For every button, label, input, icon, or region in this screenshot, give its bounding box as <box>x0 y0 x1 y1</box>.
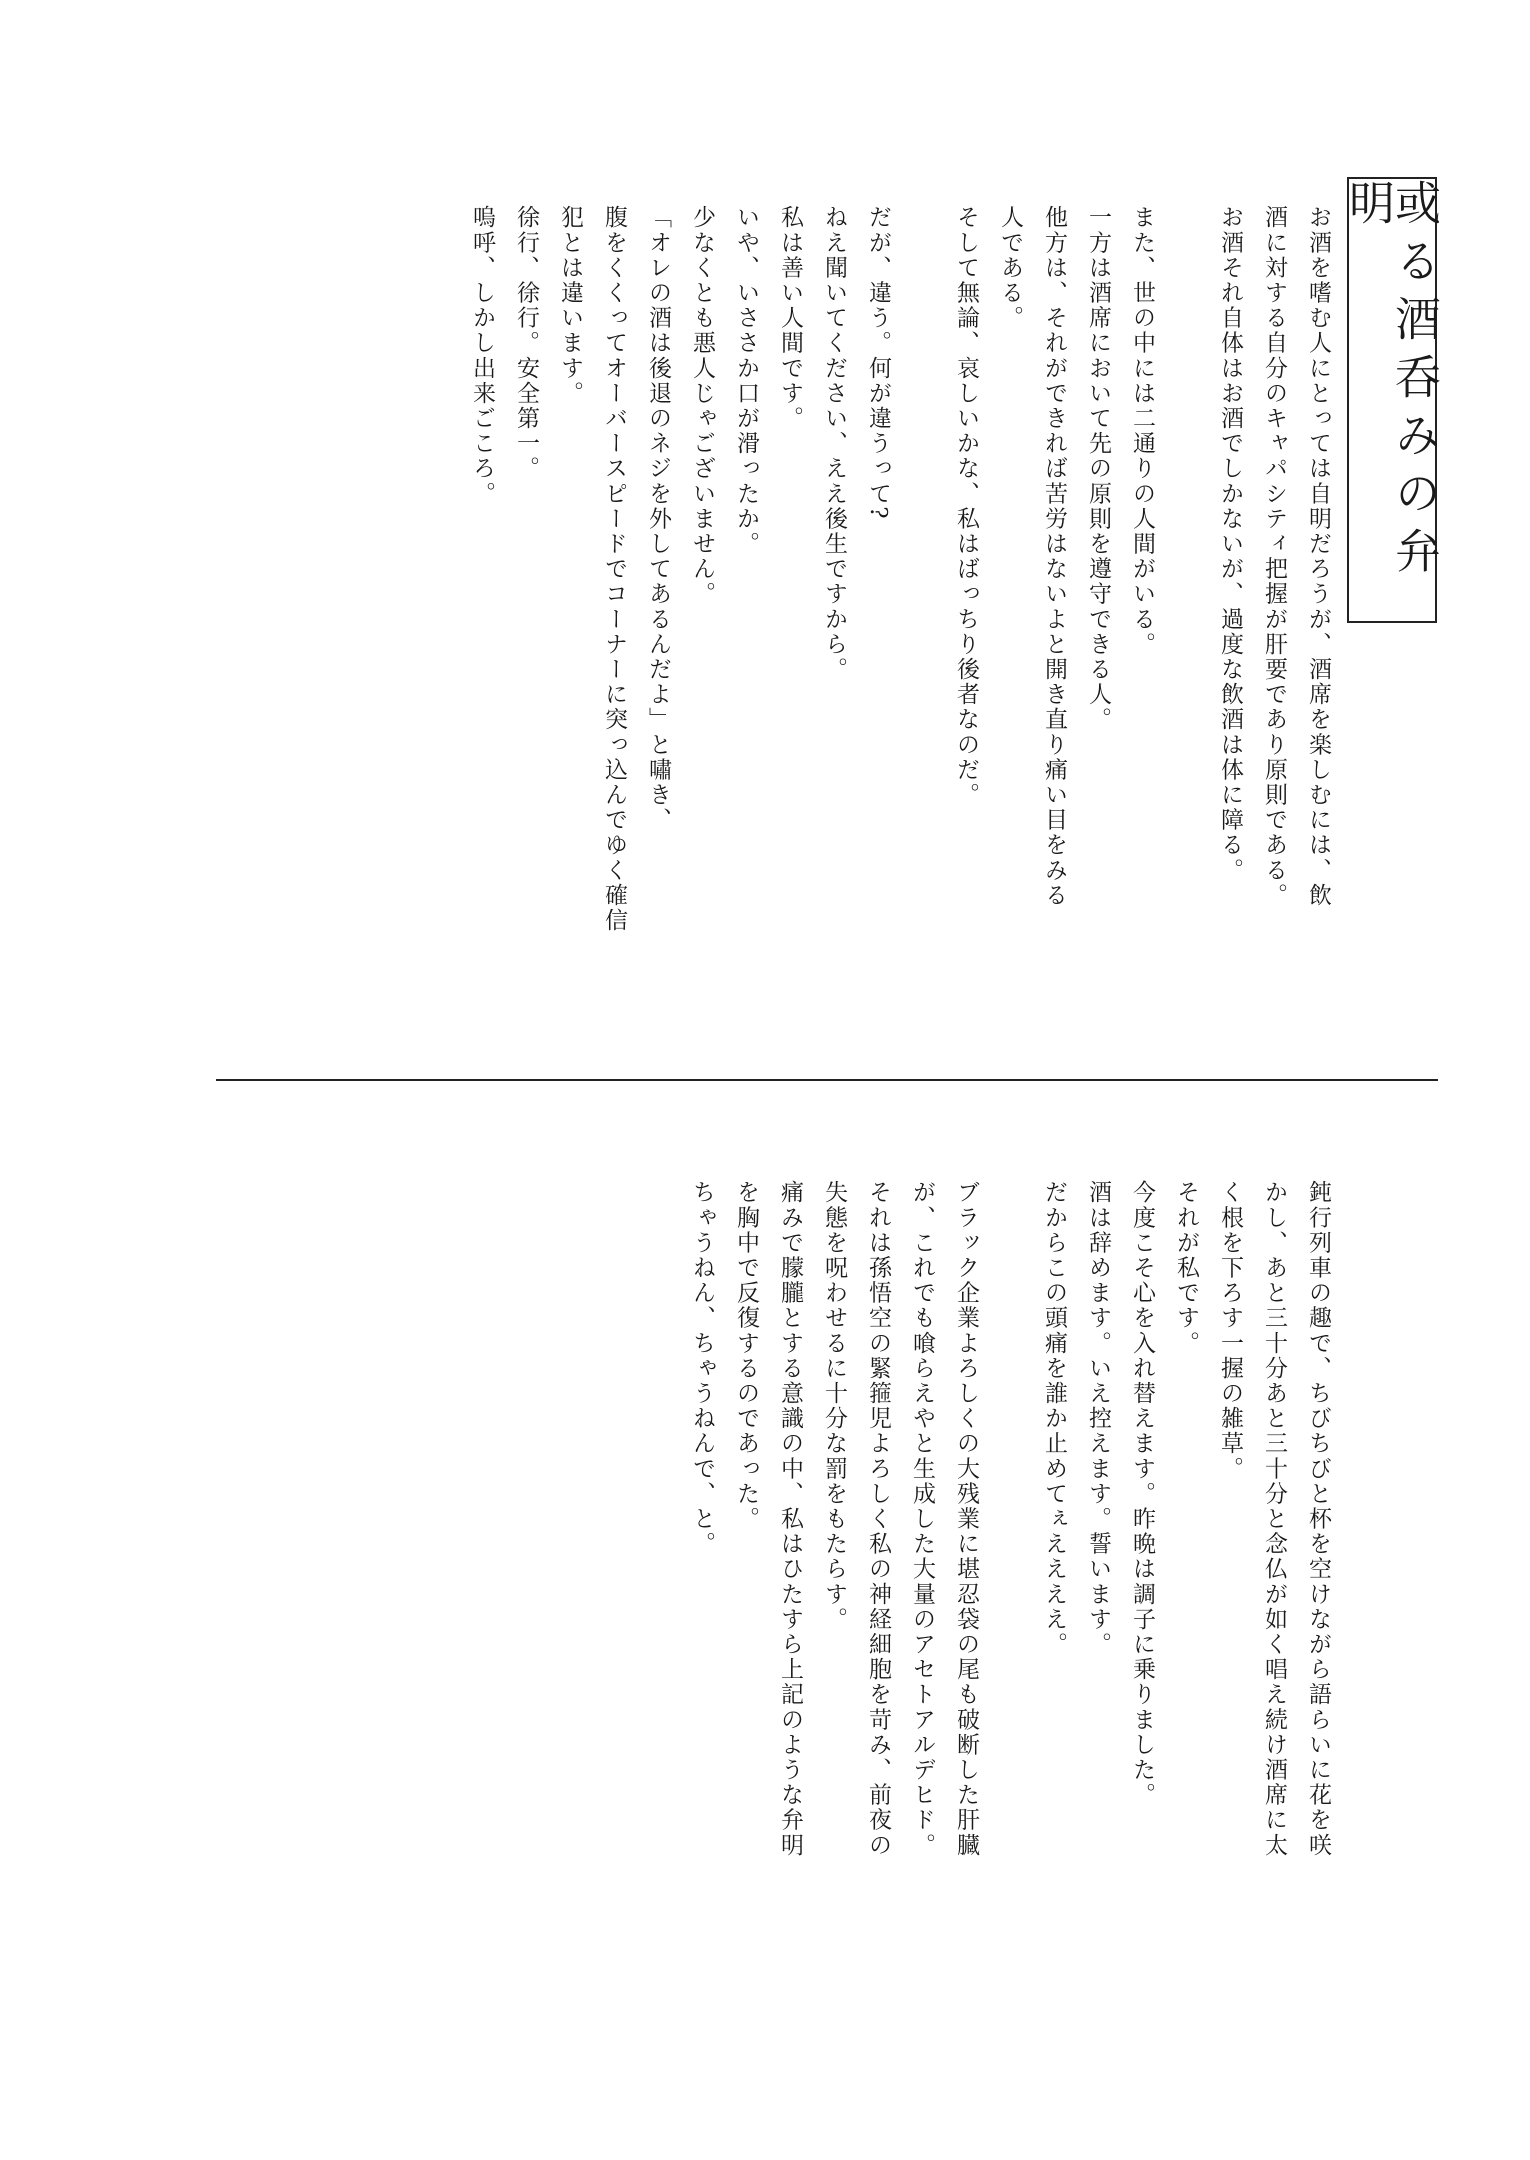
text-line: ブラック企業よろしくの大残業に堪忍袋の尾も破断した肝臓 <box>953 1180 979 1858</box>
paragraph-gap <box>900 205 944 1005</box>
text-line: 少なくとも悪人じゃございません。 <box>689 205 715 607</box>
text-line: を胸中で反復するのであった。 <box>733 1180 759 1532</box>
text-line: 酒は辞めます。いえ控えます。誓います。 <box>1085 1180 1111 1657</box>
text-line: また、世の中には二通りの人間がいる。 <box>1129 205 1155 657</box>
text-line: だからこの頭痛を誰か止めてぇええええ。 <box>1041 1180 1067 1657</box>
text-line: 一方は酒席において先の原則を遵守できる人。 <box>1085 205 1111 733</box>
text-line: お酒を嗜む人にとっては自明だろうが、酒席を楽しむには、飲 <box>1305 205 1331 908</box>
title-box <box>1342 177 1442 623</box>
text-line: お酒それ自体はお酒でしかないが、過度な飲酒は体に障る。 <box>1217 205 1243 883</box>
text-line: ねえ聞いてください、ええ後生ですから。 <box>821 205 847 682</box>
text-line: 今度こそ心を入れ替えます。昨晩は調子に乗りました。 <box>1129 1180 1155 1808</box>
text-line: だが、違う。何が違うって? <box>865 205 891 521</box>
text-line: かし、あと三十分あと三十分と念仏が如く唱え続け酒席に太 <box>1261 1180 1287 1858</box>
text-line: 人である。 <box>997 205 1023 331</box>
text-line: いや、いささか口が滑ったか。 <box>733 205 759 557</box>
text-line: ちゃうねん、ちゃうねんで、と。 <box>689 1180 715 1557</box>
text-line: 腹をくくってオーバースピードでコーナーに突っ込んでゆく確信 <box>601 205 627 933</box>
text-line: 他方は、それができれば苦労はないよと開き直り痛い目をみる <box>1041 205 1067 908</box>
page-divider <box>216 1079 1438 1081</box>
text-line: 徐行、徐行。安全第一。 <box>513 205 539 482</box>
paragraph-gap <box>1164 205 1208 1005</box>
text-line: そして無論、哀しいかな、私はばっちり後者なのだ。 <box>953 205 979 808</box>
paragraph-gap <box>988 1180 1032 2000</box>
text-line: 「オレの酒は後退のネジを外してあるんだよ」と嘯き、 <box>645 205 671 833</box>
text-line: 私は善い人間です。 <box>777 205 803 431</box>
text-line: が、これでも喰らえやと生成した大量のアセトアルデヒド。 <box>909 1180 935 1858</box>
top-text-block <box>460 205 1340 1005</box>
text-line: く根を下ろす一握の雑草。 <box>1217 1180 1243 1482</box>
text-line: 嗚呼、しかし出来ごころ。 <box>469 205 495 507</box>
text-line: 犯とは違います。 <box>557 205 583 406</box>
bottom-text-block <box>680 1180 1340 2000</box>
text-line: 痛みで朦朧とする意識の中、私はひたすら上記のような弁明 <box>777 1180 803 1858</box>
text-line: 鈍行列車の趣で、ちびちびと杯を空けながら語らいに花を咲 <box>1305 1180 1331 1858</box>
text-line: 失態を呪わせるに十分な罰をもたらす。 <box>821 1180 847 1632</box>
essay-title: 或る酒呑みの弁明 <box>1342 179 1442 585</box>
text-line: 酒に対する自分のキャパシティ把握が肝要であり原則である。 <box>1261 205 1287 908</box>
text-line: それが私です。 <box>1173 1180 1199 1356</box>
text-line: それは孫悟空の緊箍児よろしく私の神経細胞を苛み、前夜の <box>865 1180 891 1858</box>
